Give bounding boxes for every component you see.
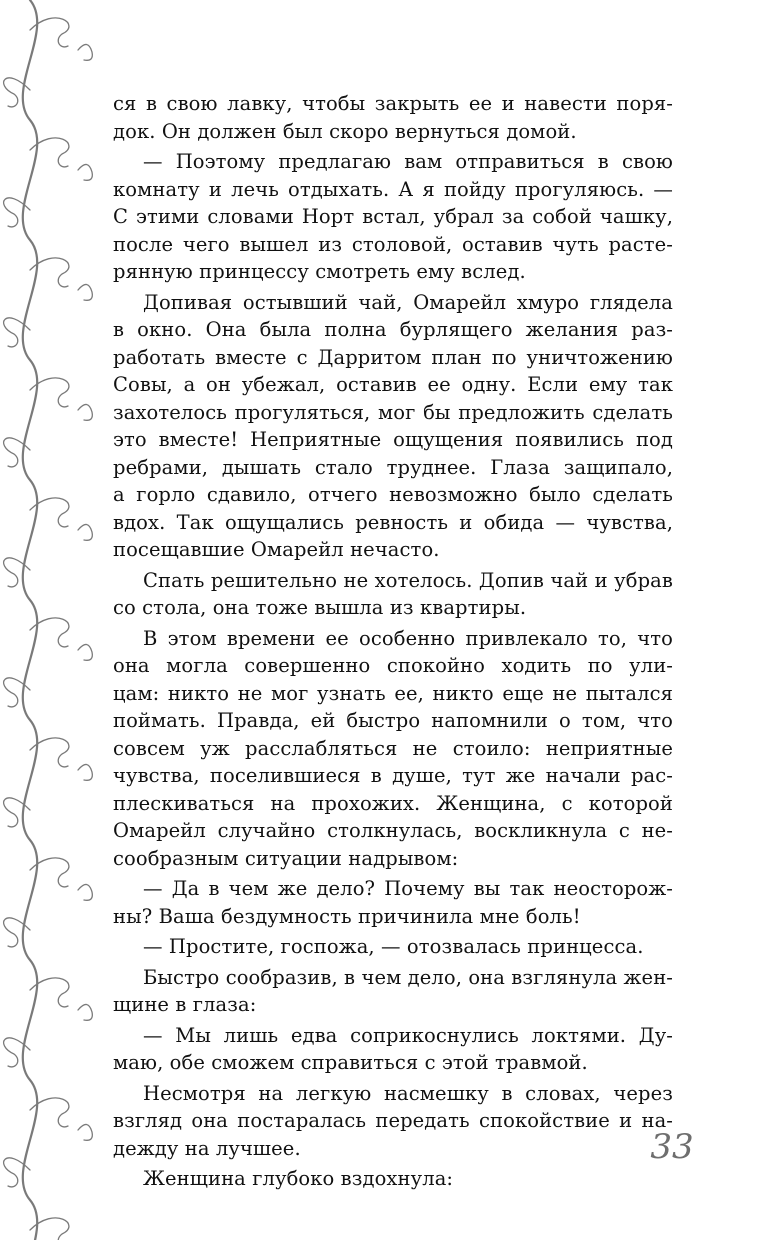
text-line: Спать решительно не хотелось. Допив чай и убрав bbox=[143, 568, 673, 592]
paragraph bbox=[113, 933, 673, 961]
paragraph bbox=[113, 148, 673, 286]
vine-tendril bbox=[78, 764, 92, 780]
text-line: щине в глаза: bbox=[113, 993, 257, 1016]
text-line: В этом времени ее особенно привлекало то, что bbox=[143, 626, 673, 650]
paragraph bbox=[113, 1165, 673, 1193]
paragraph bbox=[113, 289, 673, 564]
paragraph bbox=[113, 1080, 673, 1163]
text-line: — Мы лишь едва соприкоснулись локтями. Ду- bbox=[143, 1023, 673, 1047]
vine-curl bbox=[4, 558, 30, 587]
vine-tendril bbox=[78, 404, 92, 420]
paragraph bbox=[113, 625, 673, 873]
text-line: плескиваться на прохожих. Женщина, с которой bbox=[113, 791, 673, 815]
text-line: ся в свою лавку, чтобы закрыть ее и навести поря- bbox=[113, 92, 673, 115]
text-line: а горло сдавило, отчего невозможно было сделать bbox=[113, 483, 673, 506]
text-line: посещавшие Омарейл нечасто. bbox=[113, 538, 440, 561]
text-line: после чего вышел из столовой, оставив чуть расте- bbox=[113, 232, 673, 256]
text-line: ны? Ваша бездумность причинила мне боль! bbox=[113, 904, 581, 928]
text-line: Быстро сообразив, в чем дело, она взглянула жен- bbox=[143, 965, 673, 989]
text-line: Допивая остывший чай, Омарейл хмуро глядела bbox=[143, 290, 673, 314]
text-line: — Да в чем же дело? Почему вы так неосторож- bbox=[143, 877, 673, 900]
text-line: дежду на лучшее. bbox=[113, 1136, 301, 1160]
vine-tendril bbox=[78, 884, 92, 900]
text-line: Омарейл случайно столкнулась, воскликнула с не- bbox=[113, 819, 673, 842]
text-line: маю, обе сможем справиться с этой травмой. bbox=[113, 1051, 588, 1074]
paragraph bbox=[113, 567, 673, 622]
page-number: 33 bbox=[650, 1127, 694, 1167]
text-line: это вместе! Неприятные ощущения появились под bbox=[113, 428, 673, 451]
page-text bbox=[113, 90, 673, 1193]
vine-tendril bbox=[78, 1124, 92, 1140]
vine-curl bbox=[4, 798, 30, 827]
vine-curl bbox=[4, 678, 30, 707]
paragraph bbox=[113, 964, 673, 1019]
text-line: Несмотря на легкую насмешку в словах, через bbox=[143, 1081, 673, 1105]
vine-curl bbox=[4, 1038, 30, 1067]
vine-tendril bbox=[78, 524, 92, 540]
paragraph bbox=[113, 875, 673, 930]
vine-tendril bbox=[78, 1004, 92, 1020]
text-line: сообразным ситуации надрывом: bbox=[113, 846, 459, 870]
text-line: цам: никто не мог узнать ее, никто еще не пытался bbox=[113, 681, 673, 705]
paragraph bbox=[113, 1022, 673, 1077]
vine-tendril bbox=[78, 284, 92, 300]
flourish-vine-ornament bbox=[0, 0, 100, 1240]
vine-curl bbox=[4, 1158, 30, 1187]
vine-stem bbox=[23, 0, 37, 1240]
text-line: взгляд она постаралась передать спокойствие и на- bbox=[113, 1109, 673, 1132]
text-line: совсем уж расслабляться не стоило: неприятные bbox=[113, 736, 673, 760]
text-line: работать вместе с Дарритом план по уничтожению bbox=[113, 345, 673, 369]
text-line: — Простите, госпожа, — отозвалась принцесса. bbox=[143, 935, 644, 958]
text-line: чувства, поселившиеся в душе, тут же начали рас- bbox=[113, 764, 673, 787]
text-line: док. Он должен был скоро вернуться домой. bbox=[113, 119, 577, 143]
text-line: в окно. Она была полна бурлящего желания раз- bbox=[113, 318, 673, 341]
vine-curl bbox=[4, 918, 30, 947]
text-line: Совы, а он убежал, оставив ее одну. Если ему так bbox=[113, 373, 673, 396]
text-line: вдох. Так ощущались ревность и обида — чувства, bbox=[113, 510, 673, 534]
text-line: С этими словами Норт встал, убрал за собой чашку, bbox=[113, 205, 673, 228]
text-line: ребрами, дышать стало труднее. Глаза защипало, bbox=[113, 455, 673, 479]
vine-tendril bbox=[78, 44, 92, 60]
text-line: рянную принцессу смотреть ему вслед. bbox=[113, 260, 526, 283]
vine-curl bbox=[4, 318, 30, 347]
text-line: — Поэтому предлагаю вам отправиться в свою bbox=[143, 150, 673, 173]
vine-curl bbox=[4, 78, 30, 107]
text-line: Женщина глубоко вздохнула: bbox=[143, 1167, 454, 1190]
vine-curl bbox=[4, 198, 30, 227]
text-line: комнату и лечь отдыхать. А я пойду прогуляюсь. — bbox=[113, 177, 673, 201]
vine-tendril bbox=[78, 644, 92, 660]
vine-tendril bbox=[78, 164, 92, 180]
text-line: захотелось прогуляться, мог бы предложить сделать bbox=[113, 400, 673, 424]
text-line: поймать. Правда, ей быстро напомнили о том, что bbox=[113, 709, 673, 732]
text-line: она могла совершенно спокойно ходить по ули- bbox=[113, 654, 673, 677]
text-line: со стола, она тоже вышла из квартиры. bbox=[113, 596, 527, 619]
vine-curl bbox=[4, 438, 30, 467]
paragraph bbox=[113, 90, 673, 145]
